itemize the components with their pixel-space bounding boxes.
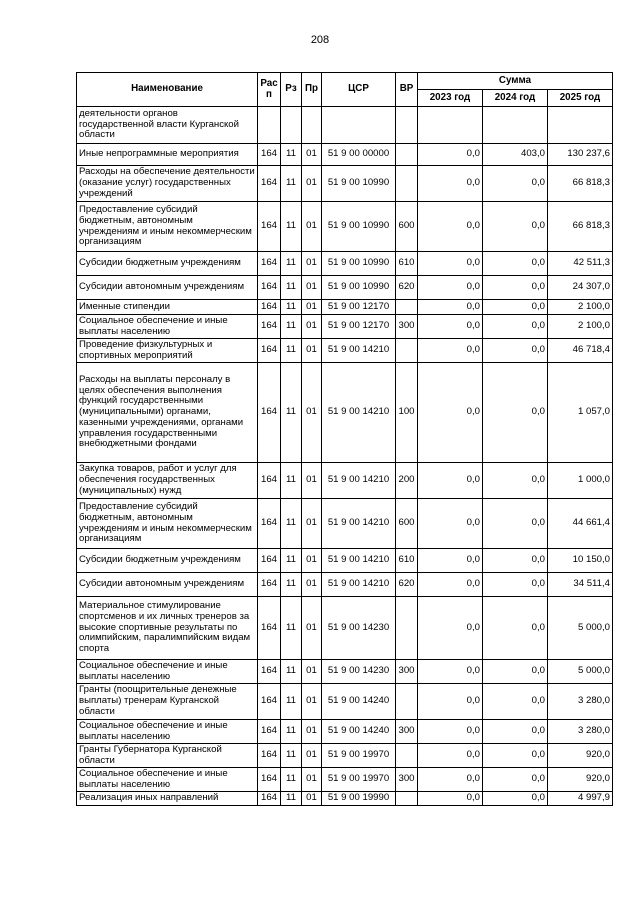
row-pr: 01	[302, 300, 322, 315]
row-pr: 01	[302, 684, 322, 720]
table-row	[77, 597, 613, 660]
row-pr: 01	[302, 597, 322, 660]
row-sum-2024: 0,0	[483, 166, 548, 202]
row-rz: 11	[281, 276, 302, 300]
row-sum-2025: 2 100,0	[548, 300, 613, 315]
row-name: Именные стипендии	[77, 300, 258, 315]
row-rz: 11	[281, 720, 302, 744]
row-csr: 51 9 00 12170	[322, 300, 396, 315]
budget-table	[76, 72, 613, 806]
row-sum-2025: 42 511,3	[548, 252, 613, 276]
row-sum-2023: 0,0	[418, 166, 483, 202]
row-sum-2024: 0,0	[483, 684, 548, 720]
row-name: Закупка товаров, работ и услуг для обеспечения государственных (муниципальных) нужд	[77, 463, 258, 499]
row-rasp: 164	[258, 720, 281, 744]
row-sum-2024: 0,0	[483, 202, 548, 252]
row-vr	[396, 107, 418, 144]
row-rasp: 164	[258, 252, 281, 276]
row-name: Расходы на обеспечение деятельности (оказание услуг) государственных учреждений	[77, 166, 258, 202]
row-rasp: 164	[258, 315, 281, 339]
row-sum-2024: 0,0	[483, 660, 548, 684]
header-vr: ВР	[396, 73, 418, 107]
row-rasp: 164	[258, 300, 281, 315]
row-sum-2023: 0,0	[418, 573, 483, 597]
row-name: Социальное обеспечение и иные выплаты населению	[77, 315, 258, 339]
row-rasp: 164	[258, 202, 281, 252]
row-sum-2024: 0,0	[483, 744, 548, 768]
row-sum-2025: 66 818,3	[548, 166, 613, 202]
row-rasp: 164	[258, 744, 281, 768]
table-row	[77, 499, 613, 549]
row-csr: 51 9 00 19990	[322, 792, 396, 806]
row-vr: 600	[396, 499, 418, 549]
row-sum-2024: 0,0	[483, 573, 548, 597]
row-rasp: 164	[258, 660, 281, 684]
row-csr: 51 9 00 19970	[322, 768, 396, 792]
row-name: Субсидии автономным учреждениям	[77, 573, 258, 597]
row-rz: 11	[281, 792, 302, 806]
row-csr: 51 9 00 14210	[322, 363, 396, 463]
row-sum-2023: 0,0	[418, 300, 483, 315]
row-name: Субсидии бюджетным учреждениям	[77, 549, 258, 573]
row-sum-2023: 0,0	[418, 744, 483, 768]
row-sum-2025: 920,0	[548, 744, 613, 768]
row-vr: 300	[396, 315, 418, 339]
row-csr: 51 9 00 10990	[322, 202, 396, 252]
row-vr	[396, 339, 418, 363]
row-rasp: 164	[258, 276, 281, 300]
row-rz: 11	[281, 252, 302, 276]
header-year-2025: 2025 год	[548, 90, 613, 107]
row-pr: 01	[302, 768, 322, 792]
table-row	[77, 166, 613, 202]
row-rz	[281, 107, 302, 144]
row-sum-2023: 0,0	[418, 252, 483, 276]
row-sum-2025: 34 511,4	[548, 573, 613, 597]
row-rasp: 164	[258, 363, 281, 463]
row-sum-2024: 0,0	[483, 315, 548, 339]
row-sum-2025: 66 818,3	[548, 202, 613, 252]
row-pr: 01	[302, 720, 322, 744]
row-vr	[396, 144, 418, 166]
row-csr: 51 9 00 14210	[322, 463, 396, 499]
row-vr: 610	[396, 549, 418, 573]
row-name: Гранты Губернатора Курганской области	[77, 744, 258, 768]
row-sum-2024: 0,0	[483, 792, 548, 806]
table-row	[77, 549, 613, 573]
row-rz: 11	[281, 660, 302, 684]
row-sum-2025: 4 997,9	[548, 792, 613, 806]
row-sum-2025: 3 280,0	[548, 684, 613, 720]
row-sum-2025: 2 100,0	[548, 315, 613, 339]
row-csr: 51 9 00 14210	[322, 549, 396, 573]
row-pr: 01	[302, 315, 322, 339]
row-sum-2025: 5 000,0	[548, 660, 613, 684]
row-vr: 620	[396, 573, 418, 597]
row-sum-2023: 0,0	[418, 720, 483, 744]
row-vr: 600	[396, 202, 418, 252]
row-sum-2024: 0,0	[483, 252, 548, 276]
table-row	[77, 315, 613, 339]
row-vr: 620	[396, 276, 418, 300]
row-sum-2023: 0,0	[418, 463, 483, 499]
row-sum-2023: 0,0	[418, 768, 483, 792]
table-row	[77, 463, 613, 499]
row-pr: 01	[302, 792, 322, 806]
row-pr: 01	[302, 144, 322, 166]
row-pr: 01	[302, 573, 322, 597]
row-name: Материальное стимулирование спортсменов и их личных тренеров за высокие спортивные результаты по олимпийским, паралимпийским видам спорта	[77, 597, 258, 660]
header-year-2024: 2024 год	[483, 90, 548, 107]
row-rz: 11	[281, 684, 302, 720]
row-csr	[322, 107, 396, 144]
row-sum-2023: 0,0	[418, 363, 483, 463]
row-rz: 11	[281, 499, 302, 549]
row-name: Предоставление субсидий бюджетным, автономным учреждениям и иным некоммерческим организациям	[77, 202, 258, 252]
row-rz: 11	[281, 339, 302, 363]
row-sum-2023: 0,0	[418, 684, 483, 720]
row-sum-2023: 0,0	[418, 792, 483, 806]
header-sum: Сумма	[418, 73, 613, 90]
row-sum-2024: 0,0	[483, 463, 548, 499]
row-rz: 11	[281, 166, 302, 202]
row-sum-2025: 5 000,0	[548, 597, 613, 660]
row-name: Социальное обеспечение и иные выплаты населению	[77, 660, 258, 684]
header-year-2023: 2023 год	[418, 90, 483, 107]
row-pr: 01	[302, 339, 322, 363]
table-row	[77, 792, 613, 806]
row-rasp: 164	[258, 144, 281, 166]
row-pr: 01	[302, 166, 322, 202]
row-pr: 01	[302, 660, 322, 684]
row-sum-2023: 0,0	[418, 597, 483, 660]
table-row	[77, 720, 613, 744]
row-sum-2023: 0,0	[418, 660, 483, 684]
page-number: 208	[310, 34, 330, 46]
row-pr: 01	[302, 363, 322, 463]
header-name: Наименование	[77, 73, 258, 107]
row-name: Гранты (поощрительные денежные выплаты) тренерам Курганской области	[77, 684, 258, 720]
row-vr	[396, 597, 418, 660]
row-sum-2023: 0,0	[418, 144, 483, 166]
table-row	[77, 363, 613, 463]
row-vr	[396, 684, 418, 720]
row-csr: 51 9 00 12170	[322, 315, 396, 339]
table-row	[77, 276, 613, 300]
table-row	[77, 107, 613, 144]
row-sum-2024: 0,0	[483, 768, 548, 792]
row-sum-2025: 3 280,0	[548, 720, 613, 744]
row-rz: 11	[281, 300, 302, 315]
table-row	[77, 144, 613, 166]
table-row	[77, 339, 613, 363]
row-pr	[302, 107, 322, 144]
row-name: Социальное обеспечение и иные выплаты населению	[77, 768, 258, 792]
row-rz: 11	[281, 315, 302, 339]
row-pr: 01	[302, 499, 322, 549]
row-csr: 51 9 00 10990	[322, 276, 396, 300]
row-rz: 11	[281, 363, 302, 463]
row-sum-2025	[548, 107, 613, 144]
row-sum-2024: 0,0	[483, 499, 548, 549]
row-sum-2024: 0,0	[483, 549, 548, 573]
header-rasp: Рас п	[258, 73, 281, 107]
row-vr: 200	[396, 463, 418, 499]
row-csr: 51 9 00 14240	[322, 684, 396, 720]
row-sum-2025: 46 718,4	[548, 339, 613, 363]
table-row	[77, 768, 613, 792]
row-sum-2023: 0,0	[418, 549, 483, 573]
row-sum-2024: 0,0	[483, 363, 548, 463]
row-vr	[396, 792, 418, 806]
row-sum-2024	[483, 107, 548, 144]
row-rz: 11	[281, 549, 302, 573]
row-csr: 51 9 00 00000	[322, 144, 396, 166]
row-rasp: 164	[258, 499, 281, 549]
row-name: Иные непрограммные мероприятия	[77, 144, 258, 166]
table-row	[77, 660, 613, 684]
row-pr: 01	[302, 276, 322, 300]
row-rz: 11	[281, 144, 302, 166]
row-sum-2025: 1 000,0	[548, 463, 613, 499]
row-vr: 610	[396, 252, 418, 276]
row-vr	[396, 166, 418, 202]
row-sum-2024: 403,0	[483, 144, 548, 166]
row-csr: 51 9 00 14210	[322, 339, 396, 363]
row-vr: 300	[396, 660, 418, 684]
row-rz: 11	[281, 573, 302, 597]
row-sum-2023: 0,0	[418, 315, 483, 339]
row-rasp: 164	[258, 792, 281, 806]
row-pr: 01	[302, 744, 322, 768]
row-sum-2025: 1 057,0	[548, 363, 613, 463]
row-rasp: 164	[258, 463, 281, 499]
row-csr: 51 9 00 14240	[322, 720, 396, 744]
row-csr: 51 9 00 19970	[322, 744, 396, 768]
header-rz: Рз	[281, 73, 302, 107]
row-rasp: 164	[258, 339, 281, 363]
row-name: Субсидии бюджетным учреждениям	[77, 252, 258, 276]
row-rz: 11	[281, 768, 302, 792]
table-row	[77, 252, 613, 276]
row-pr: 01	[302, 463, 322, 499]
row-vr	[396, 300, 418, 315]
row-sum-2025: 130 237,6	[548, 144, 613, 166]
row-sum-2025: 24 307,0	[548, 276, 613, 300]
row-sum-2025: 920,0	[548, 768, 613, 792]
row-sum-2025: 10 150,0	[548, 549, 613, 573]
row-name: Реализация иных направлений	[77, 792, 258, 806]
row-csr: 51 9 00 14210	[322, 499, 396, 549]
row-name: Проведение физкультурных и спортивных мероприятий	[77, 339, 258, 363]
row-sum-2024: 0,0	[483, 720, 548, 744]
table-row	[77, 744, 613, 768]
row-name: Социальное обеспечение и иные выплаты населению	[77, 720, 258, 744]
row-rz: 11	[281, 463, 302, 499]
row-csr: 51 9 00 14230	[322, 660, 396, 684]
row-name: Субсидии автономным учреждениям	[77, 276, 258, 300]
row-sum-2025: 44 661,4	[548, 499, 613, 549]
row-csr: 51 9 00 10990	[322, 252, 396, 276]
table-row	[77, 573, 613, 597]
row-rasp	[258, 107, 281, 144]
row-sum-2024: 0,0	[483, 300, 548, 315]
row-csr: 51 9 00 14210	[322, 573, 396, 597]
row-sum-2024: 0,0	[483, 276, 548, 300]
row-rz: 11	[281, 202, 302, 252]
row-sum-2023: 0,0	[418, 202, 483, 252]
table-row	[77, 202, 613, 252]
row-csr: 51 9 00 14230	[322, 597, 396, 660]
row-rasp: 164	[258, 549, 281, 573]
row-vr: 300	[396, 768, 418, 792]
row-sum-2024: 0,0	[483, 597, 548, 660]
row-sum-2023: 0,0	[418, 339, 483, 363]
row-name: Расходы на выплаты персоналу в целях обеспечения выполнения функций государственными (муниципальными) органами, казенными учреждениями, органами управления государственными внебюджетными фондами	[77, 363, 258, 463]
row-name: деятельности органов государственной власти Курганской области	[77, 107, 258, 144]
row-rz: 11	[281, 597, 302, 660]
row-csr: 51 9 00 10990	[322, 166, 396, 202]
row-rasp: 164	[258, 166, 281, 202]
row-rasp: 164	[258, 573, 281, 597]
row-sum-2023: 0,0	[418, 499, 483, 549]
row-vr	[396, 744, 418, 768]
row-pr: 01	[302, 252, 322, 276]
row-vr: 300	[396, 720, 418, 744]
row-rz: 11	[281, 744, 302, 768]
table-row	[77, 684, 613, 720]
header-csr: ЦСР	[322, 73, 396, 107]
row-rasp: 164	[258, 768, 281, 792]
header-pr: Пр	[302, 73, 322, 107]
table-row	[77, 300, 613, 315]
row-pr: 01	[302, 549, 322, 573]
row-rasp: 164	[258, 597, 281, 660]
row-pr: 01	[302, 202, 322, 252]
row-vr: 100	[396, 363, 418, 463]
row-sum-2023: 0,0	[418, 276, 483, 300]
row-rasp: 164	[258, 684, 281, 720]
row-sum-2024: 0,0	[483, 339, 548, 363]
row-sum-2023	[418, 107, 483, 144]
row-name: Предоставление субсидий бюджетным, автономным учреждениям и иным некоммерческим организациям	[77, 499, 258, 549]
